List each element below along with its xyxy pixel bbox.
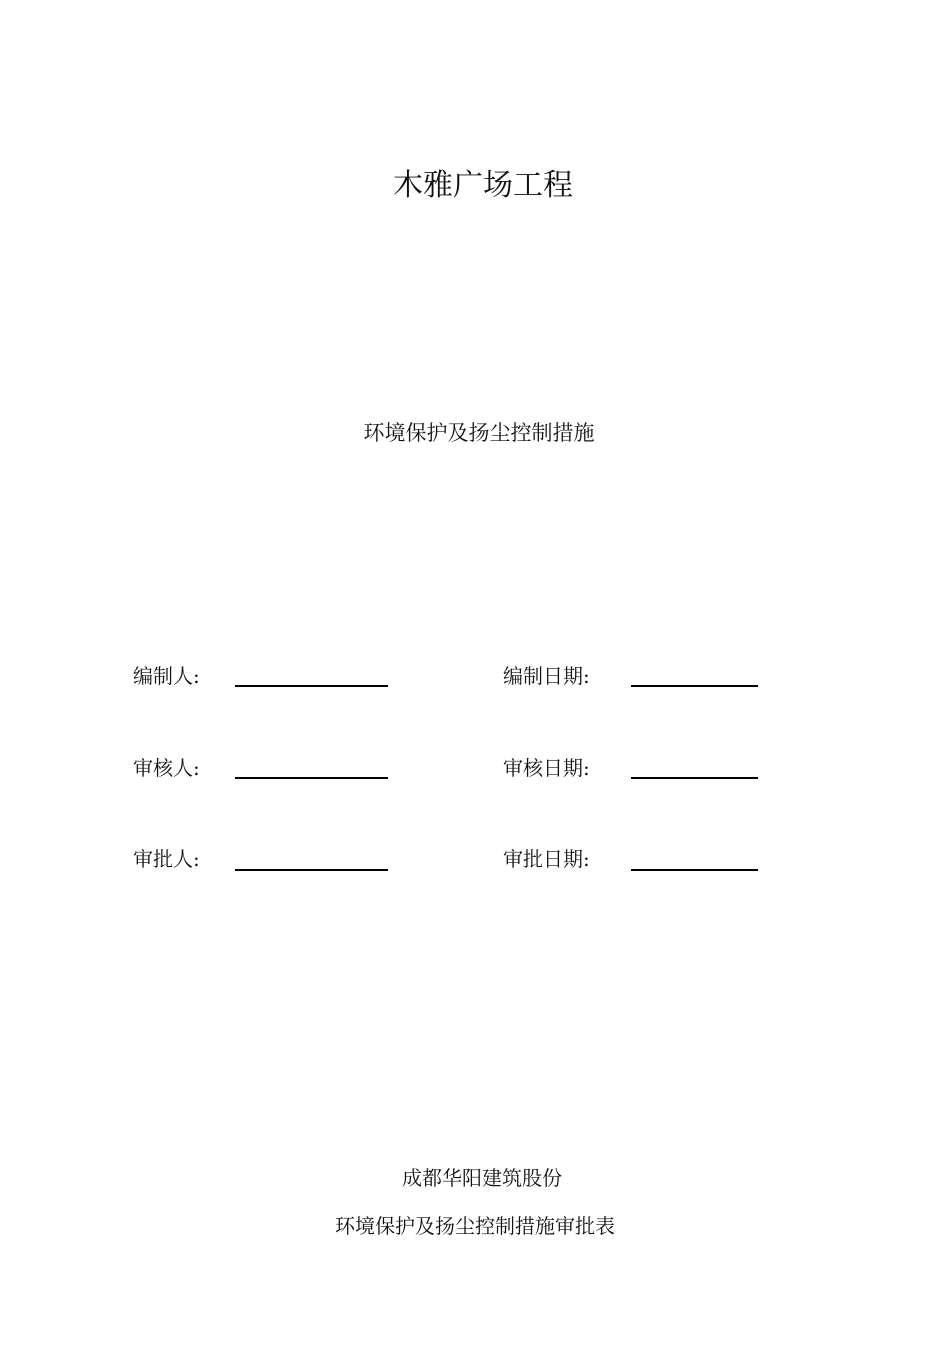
compile-date-label: 编制日期: — [503, 664, 590, 688]
review-date-label: 审核日期: — [503, 756, 590, 780]
approval-form-title: 环境保护及扬尘控制措施审批表 — [335, 1214, 615, 1238]
approve-date-line — [631, 869, 758, 871]
project-title: 木雅广场工程 — [393, 168, 573, 203]
reviewer-label: 审核人: — [133, 756, 200, 780]
compiler-signature-line — [235, 685, 388, 687]
approver-label: 审批人: — [133, 847, 200, 871]
compiler-label: 编制人: — [133, 664, 200, 688]
approver-signature-line — [235, 869, 388, 871]
reviewer-signature-line — [235, 777, 388, 779]
approve-date-label: 审批日期: — [503, 847, 590, 871]
compile-date-line — [631, 685, 758, 687]
company-name: 成都华阳建筑股份 — [402, 1166, 562, 1190]
review-date-line — [631, 777, 758, 779]
plan-title: 环境保护及扬尘控制措施 — [363, 421, 595, 445]
